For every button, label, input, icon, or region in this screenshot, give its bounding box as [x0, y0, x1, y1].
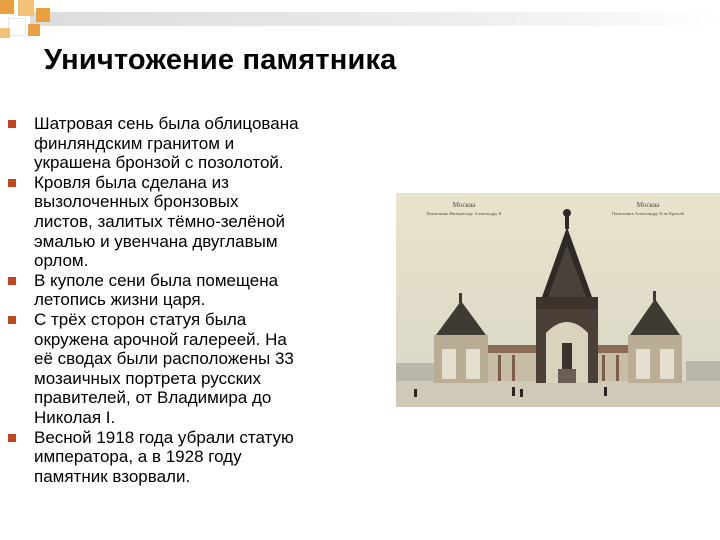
- caption-right-sub: Памятникъ Александру II въ Кремлѣ: [611, 211, 685, 216]
- deco-square: [28, 24, 40, 36]
- deco-square: [0, 0, 14, 14]
- bullet-marker-icon: [8, 277, 16, 285]
- bullet-text: С трёх сторон статуя была окружена арочной галереей. На её сводах были расположены 33 мозаичных портрета русских правителей, от Владимира до Николая I.: [34, 309, 294, 427]
- deco-square: [36, 8, 50, 22]
- monument-illustration: [396, 193, 720, 407]
- bullet-marker-icon: [8, 120, 16, 128]
- bullet-text: Весной 1918 года убрали статую императора, а в 1928 году памятник взорвали.: [34, 427, 294, 486]
- bullet-text: Шатровая сень была облицована финляндским гранитом и украшена бронзой с позолотой.: [34, 114, 299, 173]
- corner-decoration: [0, 0, 60, 50]
- list-item: [8, 428, 358, 487]
- caption-right-title: Москва: [636, 201, 660, 209]
- monument-photo: [396, 193, 720, 407]
- slide-title: Уничтожение памятника: [44, 44, 397, 76]
- header-gradient-bar: [30, 12, 720, 26]
- caption-left-title: Москва: [452, 201, 476, 209]
- list-item: [8, 114, 358, 173]
- list-item: [8, 173, 358, 271]
- deco-square: [18, 0, 34, 16]
- bullet-marker-icon: [8, 316, 16, 324]
- list-item: [8, 271, 358, 310]
- list-item: [8, 310, 358, 428]
- deco-square: [8, 18, 26, 36]
- caption-left-sub: Памятникъ Императору Александру II: [426, 211, 502, 216]
- bullet-text: В куполе сени была помещена летопись жизни царя.: [34, 270, 279, 310]
- bullet-marker-icon: [8, 434, 16, 442]
- bullet-text: Кровля была сделана из вызолоченных бронзовых листов, залитых тёмно-зелёной эмалью и увенчана двуглавым орлом.: [34, 172, 285, 271]
- bullet-list: [8, 114, 358, 486]
- bullet-marker-icon: [8, 179, 16, 187]
- deco-square: [0, 28, 10, 38]
